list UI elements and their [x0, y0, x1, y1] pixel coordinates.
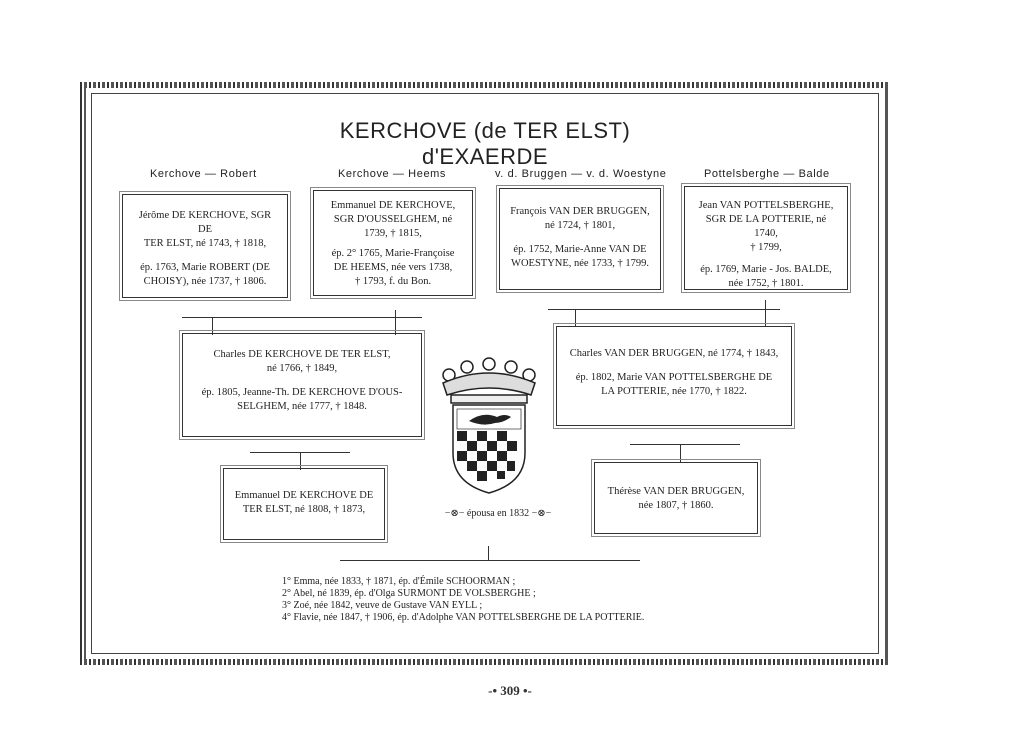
connector-children-drop: [488, 546, 489, 560]
child-item: 3° Zoé, née 1842, veuve de Gustave VAN EYLL ;: [282, 600, 483, 611]
column-heading-kerchove-robert: Kerchove — Robert: [150, 168, 257, 180]
child-item: 1° Emma, née 1833, † 1871, ép. d'Émile SCHOORMAN ;: [282, 576, 516, 587]
coat-of-arms: [435, 355, 543, 495]
child-item: 4° Flavie, née 1847, † 1906, ép. d'Adolphe VAN POTTELSBERGHE DE LA POTTERIE.: [282, 612, 645, 623]
connector-gen3-right-top: [630, 444, 740, 445]
connector-gen3-right-drop: [680, 444, 681, 462]
child-item: 2° Abel, né 1839, ép. d'Olga SURMONT DE VOLSBERGHE ;: [282, 588, 536, 599]
connector-right-drop: [575, 309, 576, 327]
person-box-charles-kerchove: Charles DE KERCHOVE DE TER ELST, né 1766, † 1849, ép. 1805, Jeanne-Th. DE KERCHOVE D'OUS- SELGHEM, née 1777, † 1848.: [182, 333, 422, 437]
link-left-icon: −⊗−: [444, 508, 465, 519]
person-box-emmanuel-kerchove: Emmanuel DE KERCHOVE, SGR D'OUSSELGHEM, né 1739, † 1815, ép. 2° 1765, Marie-Françoise DE HEEMS, née vers 1738, † 1793, f. du Bon.: [313, 190, 473, 296]
person-box-jerome-kerchove: Jérôme DE KERCHOVE, SGR DE TER ELST, né 1743, † 1818, ép. 1763, Marie ROBERT (DE CHOISY), née 1737, † 1806.: [122, 194, 288, 298]
page-title: KERCHOVE (de TER ELST) d'EXAERDE: [339, 118, 631, 169]
column-heading-kerchove-heems: Kerchove — Heems: [338, 168, 447, 180]
connector-left-top: [182, 317, 422, 318]
connector-right-top: [548, 309, 780, 310]
marriage-label: −⊗− épousa en 1832 −⊗−: [444, 508, 552, 519]
connector-left-drop-2: [395, 310, 396, 335]
children-list: [282, 576, 762, 624]
person-box-charles-bruggen: Charles VAN DER BRUGGEN, né 1774, † 1843, ép. 1802, Marie VAN POTTELSBERGHE DE LA POTTERIE, née 1770, † 1822.: [556, 326, 792, 426]
connector-children-top: [340, 560, 640, 561]
column-heading-pottelsberghe-balde: Pottelsberghe — Balde: [704, 168, 830, 180]
link-right-icon: −⊗−: [531, 508, 552, 519]
person-box-francois-bruggen: François VAN DER BRUGGEN, né 1724, † 1801, ép. 1752, Marie-Anne VAN DE WOESTYNE, née 1733, † 1799.: [499, 188, 661, 290]
person-box-therese-bruggen: Thérèse VAN DER BRUGGEN, née 1807, † 1860.: [594, 462, 758, 534]
person-box-emmanuel-ter-elst: Emmanuel DE KERCHOVE DE TER ELST, né 1808, † 1873,: [223, 468, 385, 540]
connector-right-drop-2: [765, 300, 766, 327]
page-number: -• 309 •-: [488, 683, 532, 698]
person-box-jean-pottelsberghe: Jean VAN POTTELSBERGHE, SGR DE LA POTTERIE, né 1740, † 1799, ép. 1769, Marie - Jos. BALDE, née 1752, † 1801.: [684, 186, 848, 290]
column-heading-bruggen-woestyne: v. d. Bruggen — v. d. Woestyne: [495, 168, 667, 180]
